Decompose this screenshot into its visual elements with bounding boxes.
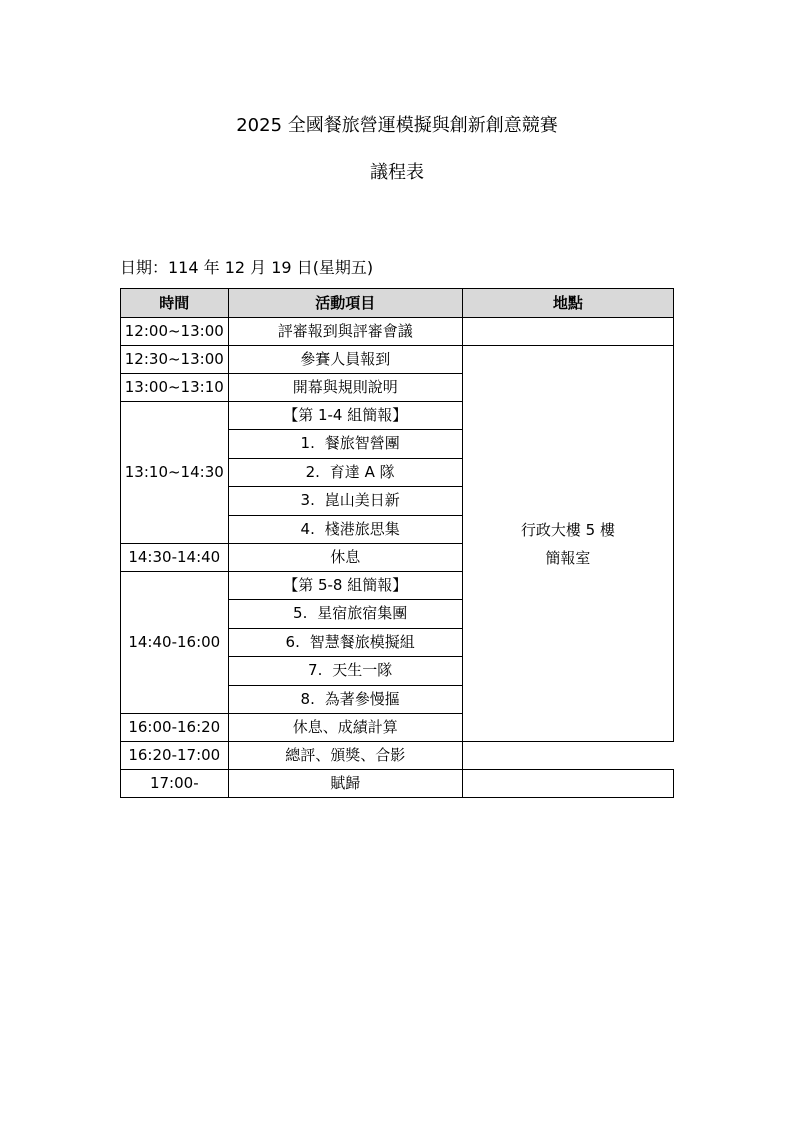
header-time: 時間 <box>121 289 229 318</box>
time-cell: 12:00~13:00 <box>121 318 229 346</box>
table-row <box>121 346 674 374</box>
table-header-row <box>121 289 674 318</box>
merged-location-cell <box>462 346 673 742</box>
activity-cell: 休息、成績計算 <box>228 714 462 742</box>
team-number: 2. <box>305 462 320 481</box>
activity-cell: 參賽人員報到 <box>228 346 462 374</box>
team-name: 棧港旅思集 <box>324 519 400 538</box>
team-number: 6. <box>285 632 300 651</box>
document-title: 2025 全國餐旅營運模擬與創新創意競賽 <box>236 115 558 136</box>
team-name: 天生一隊 <box>332 661 393 680</box>
time-cell: 17:00- <box>121 770 229 798</box>
team-number: 3. <box>300 491 315 510</box>
header-location: 地點 <box>462 289 673 318</box>
group-header: 【第 1-4 組簡報】 <box>228 402 462 430</box>
table-row <box>121 742 674 770</box>
location-building: 行政大樓 5 樓 <box>520 520 615 539</box>
time-cell: 16:20-17:00 <box>121 742 229 770</box>
team-name: 餐旅智營團 <box>324 434 400 453</box>
time-cell: 16:00-16:20 <box>121 714 229 742</box>
time-cell: 12:30~13:00 <box>121 346 229 374</box>
team-item <box>228 430 462 459</box>
team-item <box>228 685 462 714</box>
team-number: 5. <box>293 604 308 623</box>
activity-cell: 開幕與規則說明 <box>228 374 462 402</box>
team-item <box>228 657 462 686</box>
time-cell: 14:40-16:00 <box>121 572 229 714</box>
table-row <box>121 770 674 798</box>
team-item <box>228 487 462 516</box>
table-row <box>121 318 674 346</box>
time-cell: 13:00~13:10 <box>121 374 229 402</box>
team-name: 崑山美日新 <box>324 491 400 510</box>
team-number: 4. <box>300 519 315 538</box>
team-number: 7. <box>308 661 323 680</box>
team-name: 星宿旅宿集團 <box>317 604 408 623</box>
location-cell <box>462 770 673 798</box>
team-item <box>228 458 462 487</box>
team-item <box>228 628 462 657</box>
document-subtitle: 議程表 <box>370 162 424 183</box>
group-header: 【第 5-8 組簡報】 <box>228 572 462 600</box>
team-item <box>228 515 462 544</box>
location-cell <box>462 318 673 346</box>
team-item <box>228 600 462 629</box>
header-activity: 活動項目 <box>228 289 462 318</box>
team-name: 育達 A 隊 <box>329 462 395 481</box>
team-number: 8. <box>300 689 315 708</box>
team-name: 智慧餐旅模擬組 <box>309 632 415 651</box>
activity-cell: 總評、頒獎、合影 <box>228 742 462 770</box>
time-cell: 13:10~14:30 <box>121 402 229 544</box>
location-room: 簡報室 <box>545 548 591 567</box>
activity-cell: 賦歸 <box>228 770 462 798</box>
time-cell: 14:30-14:40 <box>121 544 229 572</box>
event-date: 日期：114 年 12 月 19 日(星期五) <box>120 258 374 277</box>
agenda-table <box>120 288 674 798</box>
team-number: 1. <box>300 434 315 453</box>
team-name: 為著參慢摳 <box>324 689 400 708</box>
activity-cell: 評審報到與評審會議 <box>228 318 462 346</box>
activity-cell: 休息 <box>228 544 462 572</box>
